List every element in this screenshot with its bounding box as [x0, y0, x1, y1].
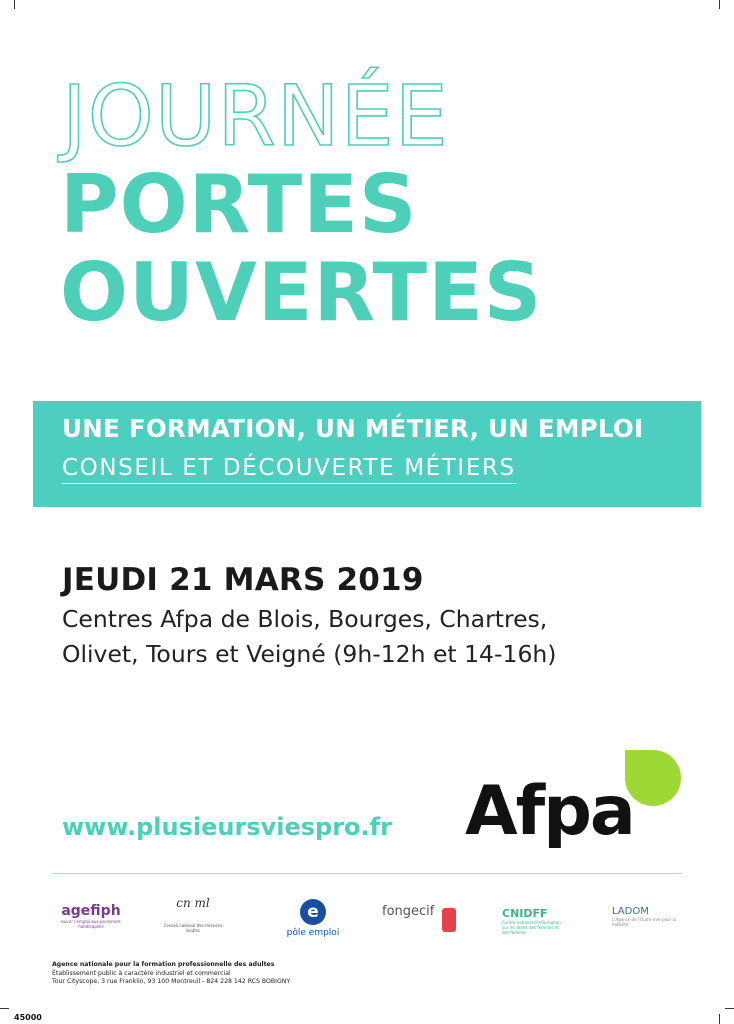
venue-line-2: Olivet, Tours et Veigné (9h-12h et 14-16h)	[62, 640, 557, 668]
ladom-name: LADOM	[612, 906, 649, 917]
website-link[interactable]: www.plusieursviespro.fr	[62, 813, 392, 841]
title-ouvertes: OUVERTES	[60, 246, 543, 339]
title-journee: JOURNÉE	[62, 67, 449, 165]
cnml-sub: Conseil national des missions locales	[163, 923, 223, 933]
legal-line-1: Agence nationale pour la formation professionnelle des adultes	[52, 961, 275, 968]
fongecif-icon	[442, 908, 456, 932]
event-venue	[62, 602, 682, 672]
legal-line-3: Tour Cityscope, 3 rue Franklin, 93 100 Montreuil - 824 228 142 RCS BOBIGNY	[52, 978, 291, 985]
crop-mark-tl	[14, 0, 15, 9]
fongecif-name: fongecif	[382, 904, 435, 919]
partner-cnml-logo	[158, 897, 228, 933]
cnml-name: cn ml	[176, 896, 210, 910]
agefiph-name: agefiph	[61, 903, 121, 919]
partner-cnidff-logo	[502, 907, 564, 935]
partner-ladom-logo	[612, 906, 676, 927]
crop-mark-br	[719, 1014, 720, 1024]
tagline-primary: UNE FORMATION, UN MÉTIER, UN EMPLOI	[62, 414, 644, 443]
event-date: JEUDI 21 MARS 2019	[62, 562, 424, 598]
pole-emploi-icon: e	[300, 899, 326, 925]
crop-mark-bl	[0, 1008, 9, 1009]
partner-pole-emploi-logo	[273, 899, 353, 938]
legal-line-2: Établissement public à caractère industriel et commercial	[52, 969, 231, 977]
afpa-logo: Afpa	[465, 772, 634, 851]
tagline-secondary: CONSEIL ET DÉCOUVERTE MÉTIERS	[62, 455, 516, 484]
agefiph-sub: ouvrir l'emploi aux personnes handicapées	[61, 919, 121, 929]
ladom-sub: L'Agence de l'Outre-mer pour la mobilité	[612, 917, 676, 927]
print-code: 45000	[14, 1013, 42, 1022]
crop-mark-br2	[725, 1008, 734, 1009]
partner-agefiph-logo	[50, 903, 132, 929]
venue-line-1: Centres Afpa de Blois, Bourges, Chartres,	[62, 605, 548, 633]
footer-divider	[52, 873, 682, 874]
cnidff-sub: Centre national d'information sur les droits des femmes et des familles	[502, 920, 561, 935]
cnidff-name: CNIDFF	[502, 907, 548, 920]
crop-mark-tr	[719, 0, 720, 9]
legal-notice	[52, 961, 290, 987]
pole-emploi-name: pôle emploi	[286, 928, 340, 938]
title-portes: PORTES	[60, 158, 418, 251]
partner-fongecif-logo	[382, 904, 466, 919]
